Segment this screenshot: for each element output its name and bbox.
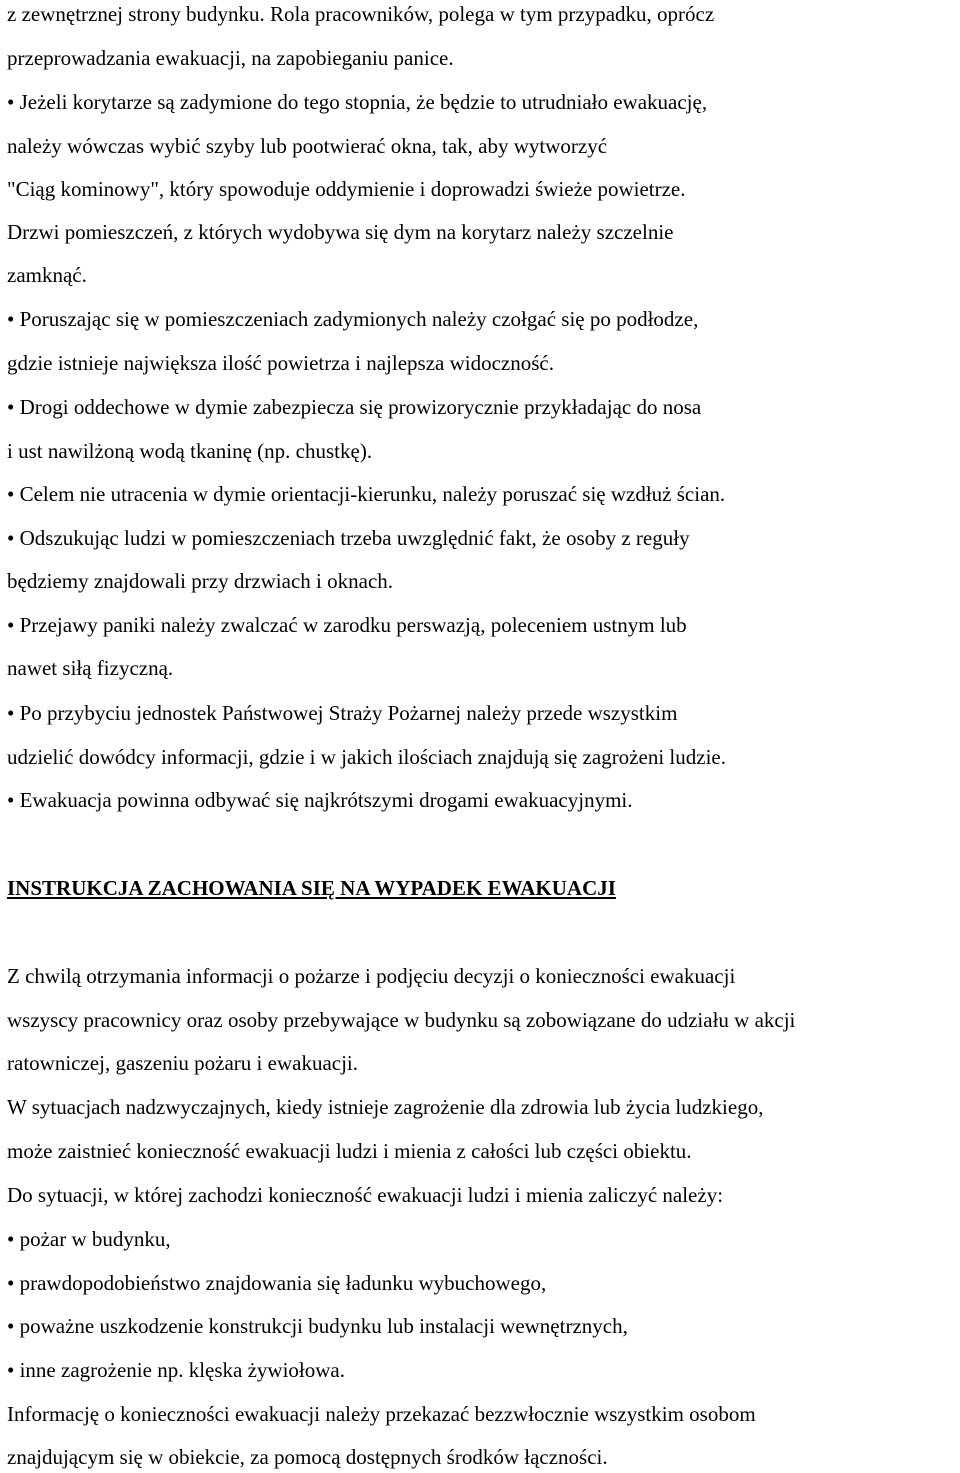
text-line: gdzie istnieje największa ilość powietrza i najlepsza widoczność.: [7, 351, 554, 375]
text-line: Do sytuacji, w której zachodzi konieczność ewakuacji ludzi i mienia zaliczyć należy:: [7, 1183, 724, 1207]
section-heading: INSTRUKCJA ZACHOWANIA SIĘ NA WYPADEK EWAKUACJI: [7, 876, 616, 900]
text-line: z zewnętrznej strony budynku. Rola pracowników, polega w tym przypadku, oprócz: [7, 2, 715, 26]
text-line: • Jeżeli korytarze są zadymione do tego stopnia, że będzie to utrudniało ewakuację,: [7, 90, 708, 114]
text-line: nawet siłą fizyczną.: [7, 656, 174, 680]
text-line: wszyscy pracownicy oraz osoby przebywające w budynku są zobowiązane do udziału w akcji: [7, 1008, 796, 1032]
text-line: W sytuacjach nadzwyczajnych, kiedy istnieje zagrożenie dla zdrowia lub życia ludzkiego,: [7, 1095, 764, 1119]
text-line: udzielić dowódcy informacji, gdzie i w jakich ilościach znajdują się zagrożeni ludzie.: [7, 745, 726, 769]
text-line: przeprowadzania ewakuacji, na zapobieganiu panice.: [7, 46, 454, 70]
text-line: • Po przybyciu jednostek Państwowej Straży Pożarnej należy przede wszystkim: [7, 701, 678, 725]
text-line: • Przejawy paniki należy zwalczać w zarodku perswazją, poleceniem ustnym lub: [7, 613, 687, 637]
text-line: i ust nawilżoną wodą tkaninę (np. chustkę).: [7, 439, 373, 463]
text-line: • Ewakuacja powinna odbywać się najkrótszymi drogami ewakuacyjnymi.: [7, 788, 633, 812]
list-item: • pożar w budynku,: [7, 1227, 171, 1251]
text-line: Z chwilą otrzymania informacji o pożarze i podjęciu decyzji o konieczności ewakuacji: [7, 964, 736, 988]
list-item: • inne zagrożenie np. klęska żywiołowa.: [7, 1358, 345, 1382]
text-line: Informację o konieczności ewakuacji należy przekazać bezzwłocznie wszystkim osobom: [7, 1402, 756, 1426]
text-line: • Drogi oddechowe w dymie zabezpiecza się prowizorycznie przykładając do nosa: [7, 395, 702, 419]
text-line: zamknąć.: [7, 263, 87, 287]
list-item: • prawdopodobieństwo znajdowania się ładunku wybuchowego,: [7, 1271, 547, 1295]
text-line: może zaistnieć konieczność ewakuacji ludzi i mienia z całości lub części obiektu.: [7, 1139, 692, 1163]
text-line: • Celem nie utracenia w dymie orientacji-kierunku, należy poruszać się wzdłuż ścian.: [7, 482, 726, 506]
list-item: • poważne uszkodzenie konstrukcji budynku lub instalacji wewnętrznych,: [7, 1314, 628, 1338]
text-line: znajdującym się w obiekcie, za pomocą dostępnych środków łączności.: [7, 1445, 608, 1469]
text-line: • Poruszając się w pomieszczeniach zadymionych należy czołgać się po podłodze,: [7, 307, 699, 331]
text-line: będziemy znajdowali przy drzwiach i oknach.: [7, 569, 394, 593]
text-line: • Odszukując ludzi w pomieszczeniach trzeba uwzględnić fakt, że osoby z reguły: [7, 526, 690, 550]
text-line: Drzwi pomieszczeń, z których wydobywa się dym na korytarz należy szczelnie: [7, 220, 674, 244]
text-line: należy wówczas wybić szyby lub pootwierać okna, tak, aby wytworzyć: [7, 134, 608, 158]
text-line: "Ciąg kominowy", który spowoduje oddymienie i doprowadzi świeże powietrze.: [7, 177, 686, 201]
text-line: ratowniczej, gaszeniu pożaru i ewakuacji.: [7, 1051, 359, 1075]
